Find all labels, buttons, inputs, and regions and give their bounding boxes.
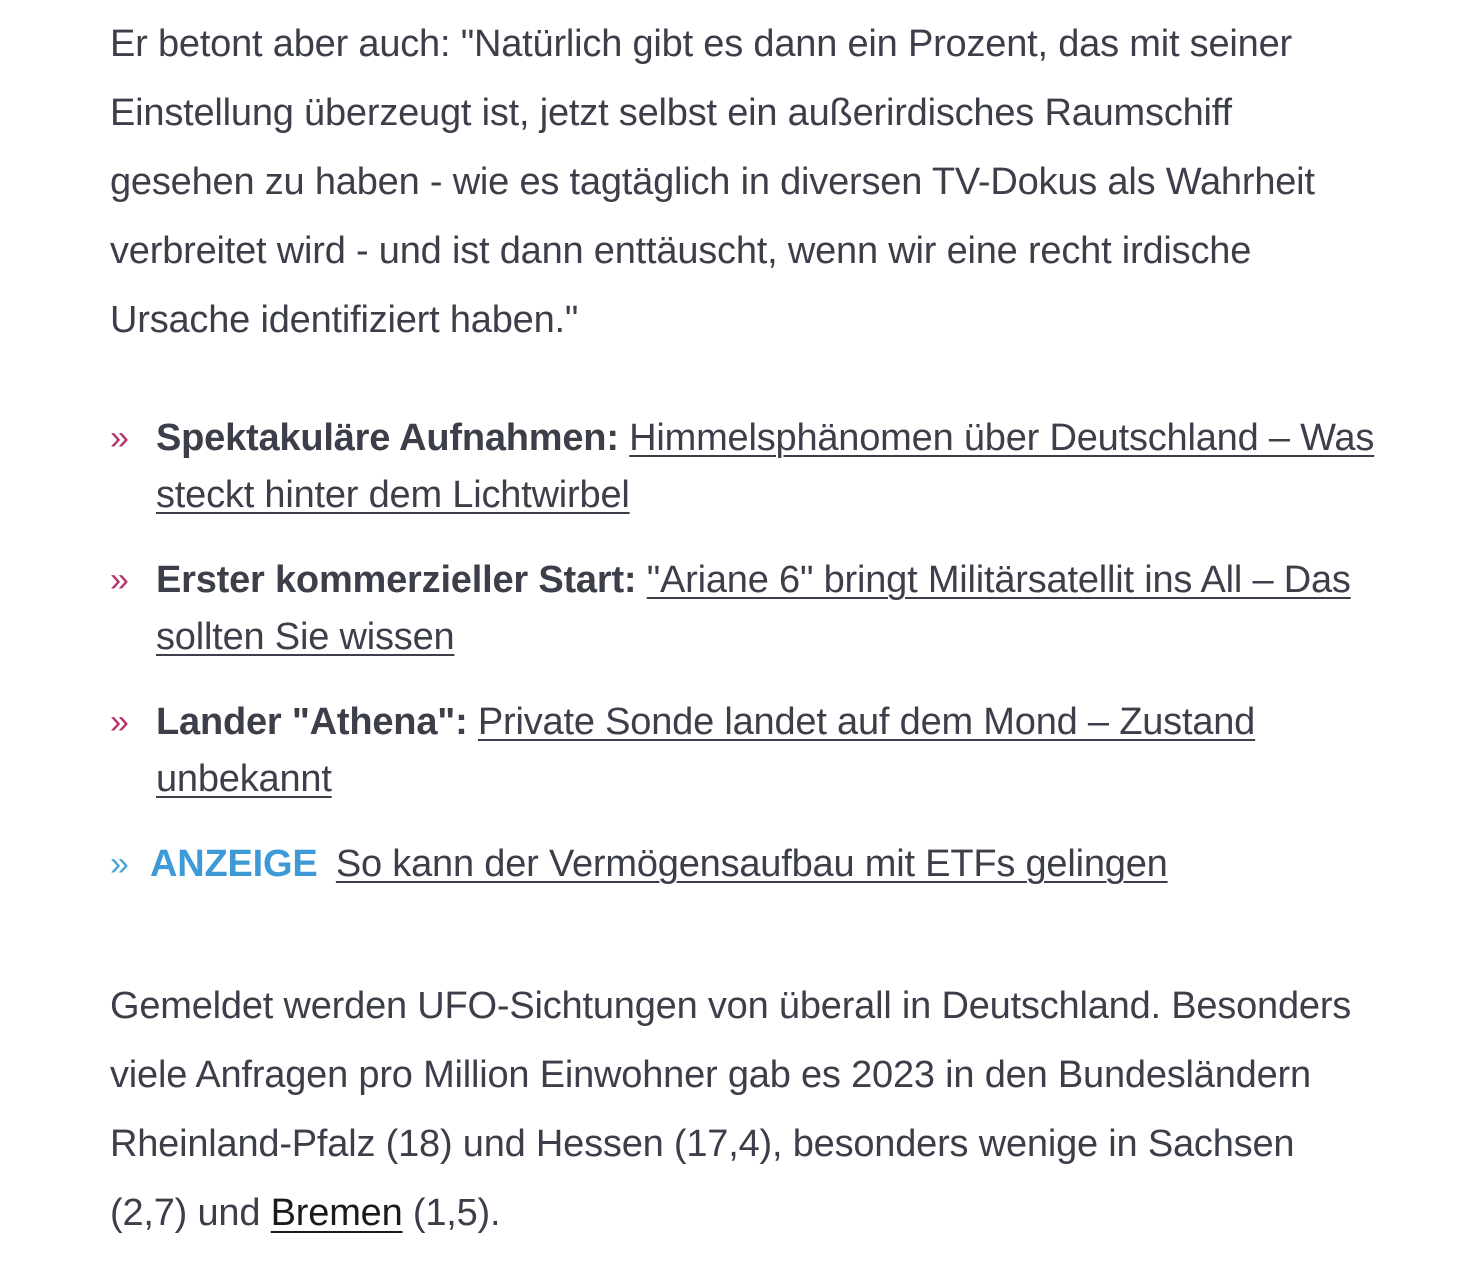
ad-link-item [110,836,1375,893]
related-link-item [110,552,1375,666]
related-link-item [110,410,1375,524]
related-link-label: Erster kommerzieller Start: [156,559,637,601]
bremen-link[interactable]: Bremen [270,1192,403,1234]
double-chevron-right-icon: » [110,419,129,457]
related-link[interactable]: Himmelsphänomen über Deutschland – Was steckt hinter dem Lichtwirbel [156,417,1375,516]
double-chevron-right-icon: » [110,845,129,883]
ad-link[interactable]: So kann der Vermögensaufbau mit ETFs gelingen [335,843,1168,885]
closing-text-before: Gemeldet werden UFO-Sichtungen von überall in Deutschland. Besonders viele Anfragen pro Million Einwohner gab es 2023 in den Bundesländern Rheinland-Pfalz (18) und Hessen (17,4), besonders wenige in Sachsen (2,7) und [110,985,1352,1234]
related-link[interactable]: "Ariane 6" bringt Militärsatellit ins All – Das sollten Sie wissen [156,559,1351,658]
related-link-label: Lander "Athena": [156,701,468,743]
related-link-item [110,694,1375,808]
closing-paragraph [110,972,1370,1248]
article-body [110,10,1370,355]
double-chevron-right-icon: » [110,703,129,741]
closing-text-after: (1,5). [402,1192,501,1234]
double-chevron-right-icon: » [110,561,129,599]
related-links-list [110,410,1375,921]
intro-paragraph: Er betont aber auch: "Natürlich gibt es dann ein Prozent, das mit seiner Einstellung überzeugt ist, jetzt selbst ein außerirdisches Raumschiff gesehen zu haben - wie es tagtäglich in diversen TV-Dokus als Wahrheit verbreitet wird - und ist dann enttäuscht, wenn wir eine recht irdische Ursache identifiziert haben." [110,23,1315,341]
related-link-label: Spektakuläre Aufnahmen: [156,417,619,459]
related-link[interactable]: Private Sonde landet auf dem Mond – Zustand unbekannt [156,701,1256,800]
ad-label: ANZEIGE [150,843,318,885]
